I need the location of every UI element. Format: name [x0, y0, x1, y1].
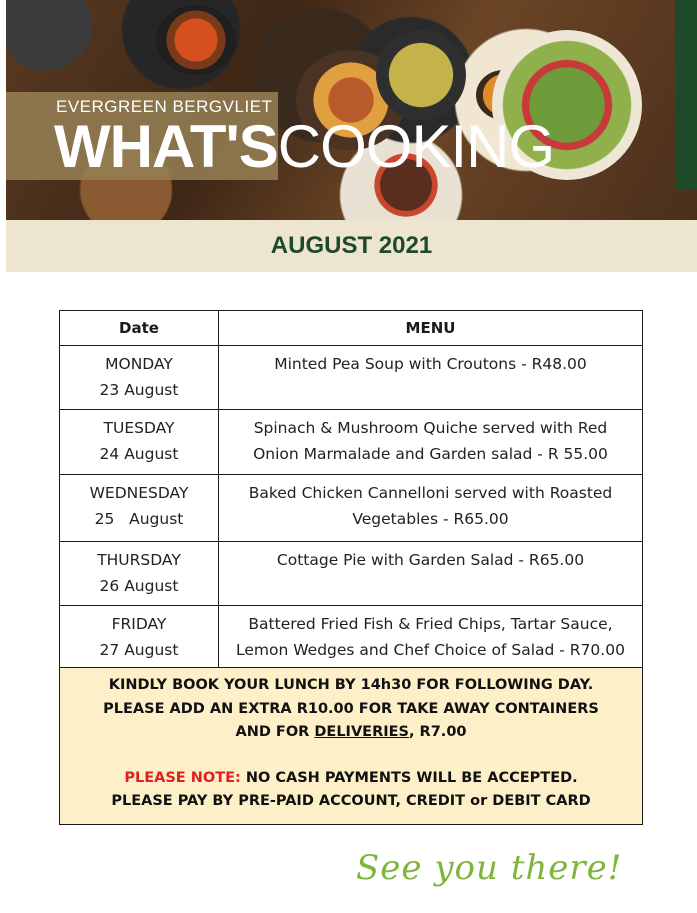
- day-label: MONDAY: [105, 355, 173, 373]
- menu-table: [59, 310, 643, 673]
- day-label: THURSDAY: [97, 551, 181, 569]
- date-cell: [60, 475, 219, 542]
- menu-cell: [219, 542, 643, 606]
- table-row: [60, 475, 643, 542]
- menu-item-text: Baked Chicken Cannelloni served with Roasted Vegetables - R65.00: [248, 484, 613, 528]
- signoff-text: See you there!: [356, 848, 623, 888]
- date-label: 27 August: [99, 641, 179, 659]
- menu-cell: [219, 606, 643, 673]
- notice-line-booking: KINDLY BOOK YOUR LUNCH BY 14h30 FOR FOLLOWING DAY.: [108, 677, 594, 693]
- deliveries-underlined: DELIVERIES: [314, 724, 409, 740]
- menu-cell: [219, 475, 643, 542]
- header-banner: [6, 0, 697, 220]
- date-label: 23 August: [99, 381, 179, 399]
- date-label: 26 August: [99, 577, 179, 595]
- month-bar: [6, 220, 697, 272]
- booking-notice: [59, 667, 643, 825]
- menu-column-header: MENU: [219, 311, 643, 346]
- menu-cell: [219, 346, 643, 410]
- notice-line-pay-methods: PLEASE PAY BY PRE-PAID ACCOUNT, CREDIT or DEBIT CARD: [111, 793, 591, 809]
- date-cell: [60, 410, 219, 475]
- accent-bar: [675, 0, 697, 190]
- month-title: AUGUST 2021: [270, 232, 433, 259]
- date-column-header: Date: [60, 311, 219, 346]
- table-header-row: [60, 311, 643, 346]
- menu-item-text: Spinach & Mushroom Quiche served with Red Onion Marmalade and Garden salad - R 55.00: [253, 419, 608, 463]
- please-note-text: NO CASH PAYMENTS WILL BE ACCEPTED.: [240, 769, 578, 786]
- day-label: TUESDAY: [103, 419, 175, 437]
- table-row: [60, 410, 643, 475]
- food-bowl-image: [156, 5, 236, 75]
- notice-line-containers: PLEASE ADD AN EXTRA R10.00 FOR TAKE AWAY CONTAINERS: [103, 700, 599, 717]
- banner-title: [54, 113, 555, 180]
- banner-subtitle: EVERGREEN BERGVLIET: [56, 97, 273, 116]
- date-label: 25 August: [94, 510, 184, 528]
- food-bowl-image: [376, 30, 466, 120]
- notice-line-payment: [60, 767, 642, 791]
- day-label: WEDNESDAY: [89, 484, 189, 502]
- please-note-label: PLEASE NOTE:: [124, 769, 241, 786]
- menu-cell: [219, 410, 643, 475]
- table-row: [60, 542, 643, 606]
- menu-item-text: Cottage Pie with Garden Salad - R65.00: [276, 551, 585, 569]
- day-label: FRIDAY: [111, 615, 167, 633]
- table-row: [60, 606, 643, 673]
- banner-title-bold: WHAT'S: [54, 113, 278, 180]
- date-cell: [60, 606, 219, 673]
- notice-line-deliveries: [60, 721, 642, 745]
- deliveries-prefix: AND FOR: [235, 724, 315, 740]
- date-cell: [60, 542, 219, 606]
- date-label: 24 August: [99, 445, 179, 463]
- banner-title-light: COOKING: [277, 113, 555, 180]
- menu-item-text: Battered Fried Fish & Fried Chips, Tartar Sauce, Lemon Wedges and Chef Choice of Salad - R70.00: [236, 615, 625, 659]
- deliveries-suffix: , R7.00: [409, 724, 467, 740]
- date-cell: [60, 346, 219, 410]
- table-row: [60, 346, 643, 410]
- menu-item-text: Minted Pea Soup with Croutons - R48.00: [274, 355, 587, 373]
- notice-spacer: [60, 745, 642, 767]
